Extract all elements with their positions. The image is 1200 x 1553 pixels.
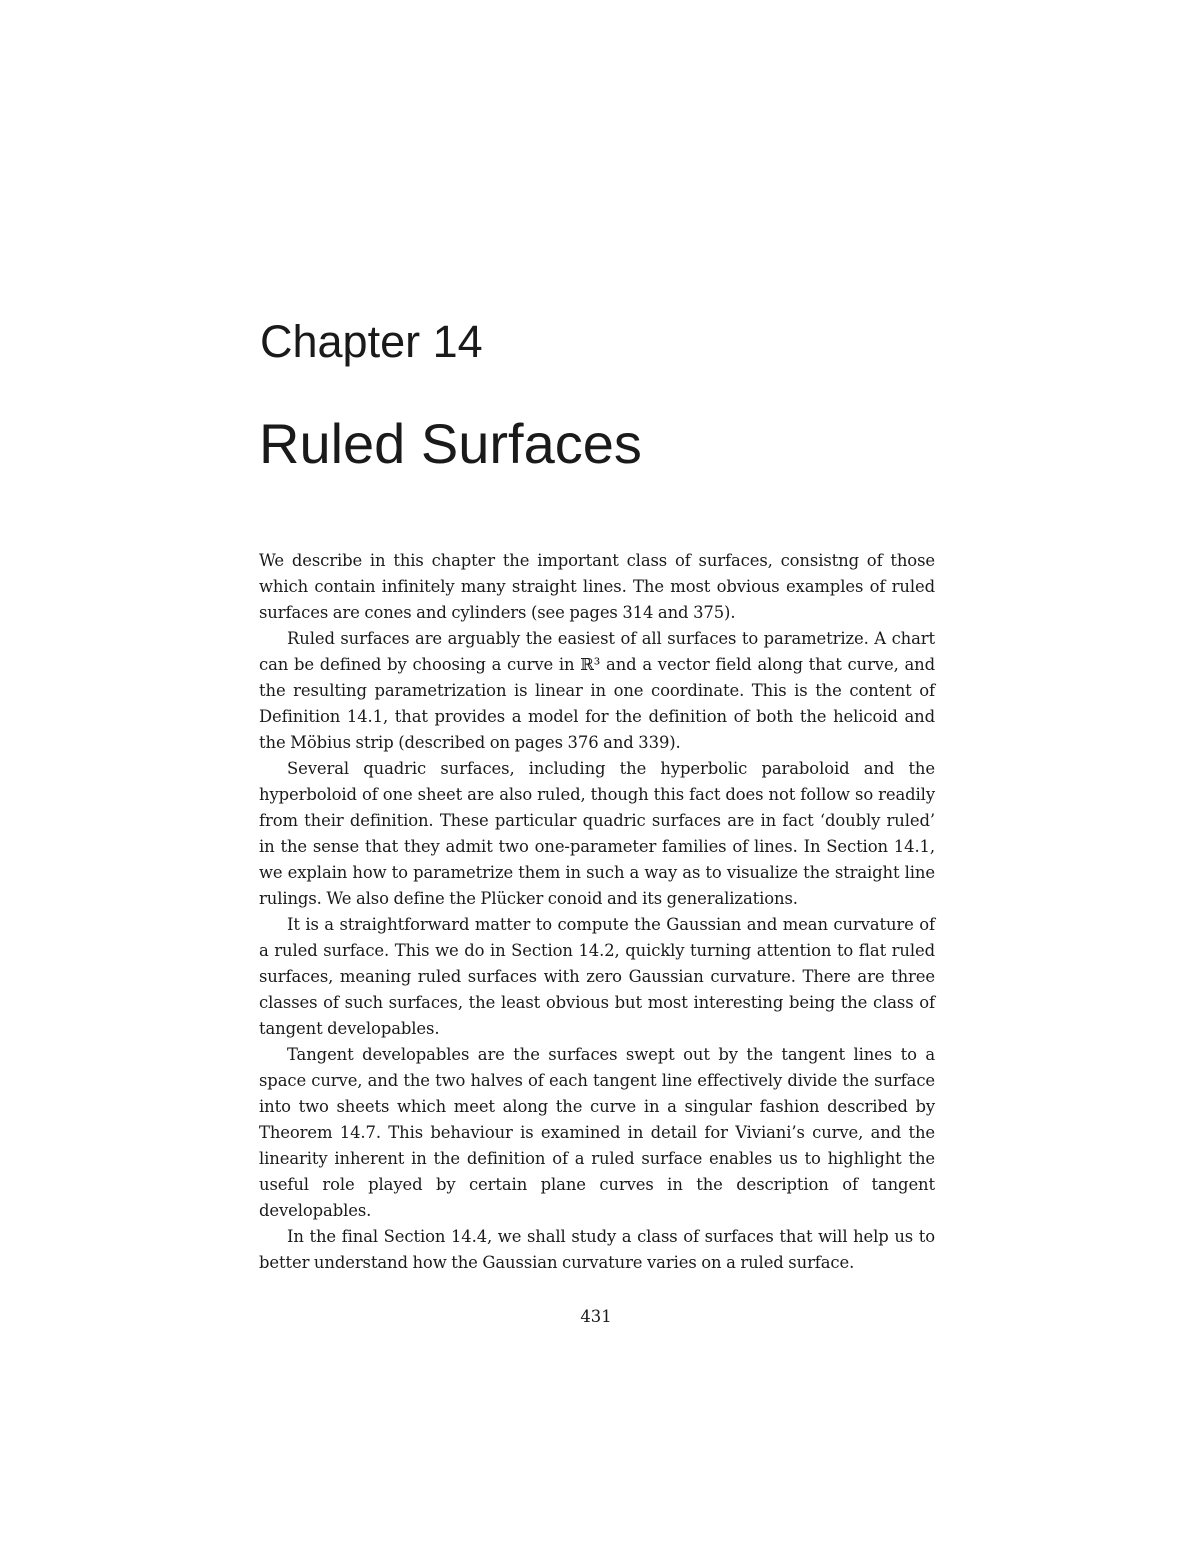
- paragraph: We describe in this chapter the important class of surfaces, consistng of those which contain infinitely many straight lines. The most obvious examples of ruled surfaces are cones and cylinders (see pages 314 and 375).: [259, 551, 935, 622]
- chapter-title: Ruled Surfaces: [259, 412, 642, 475]
- paragraph: It is a straightforward matter to compute the Gaussian and mean curvature of a ruled surface. This we do in Section 14.2, quickly turning attention to flat ruled surfaces, meaning ruled surfaces with zero Gaussian curvature. There are three classes of such surfaces, the least obvious but most interesting being the class of tangent developables.: [259, 915, 935, 1038]
- paragraph: Several quadric surfaces, including the hyperbolic paraboloid and the hyperboloid of one sheet are also ruled, though this fact does not follow so readily from their definition. These particular quadric surfaces are in fact ‘doubly ruled’ in the sense that they admit two one-parameter families of lines. In Section 14.1, we explain how to parametrize them in such a way as to visualize the straight line rulings. We also define the Plücker conoid and its generalizations.: [259, 759, 935, 908]
- page-number: 431: [580, 1307, 612, 1326]
- chapter-introduction: [259, 548, 935, 1276]
- paragraph: Ruled surfaces are arguably the easiest of all surfaces to parametrize. A chart can be defined by choosing a curve in ℝ³ and a vector field along that curve, and the resulting parametrization is linear in one coordinate. This is the content of Definition 14.1, that provides a model for the definition of both the helicoid and the Möbius strip (described on pages 376 and 339).: [259, 629, 935, 752]
- chapter-label: Chapter 14: [260, 316, 483, 367]
- paragraph: Tangent developables are the surfaces swept out by the tangent lines to a space curve, and the two halves of each tangent line effectively divide the surface into two sheets which meet along the curve in a singular fashion described by Theorem 14.7. This behaviour is examined in detail for Viviani’s curve, and the linearity inherent in the definition of a ruled surface enables us to highlight the useful role played by certain plane curves in the description of tangent developables.: [259, 1045, 935, 1220]
- paragraph: In the final Section 14.4, we shall study a class of surfaces that will help us to better understand how the Gaussian curvature varies on a ruled surface.: [259, 1227, 935, 1272]
